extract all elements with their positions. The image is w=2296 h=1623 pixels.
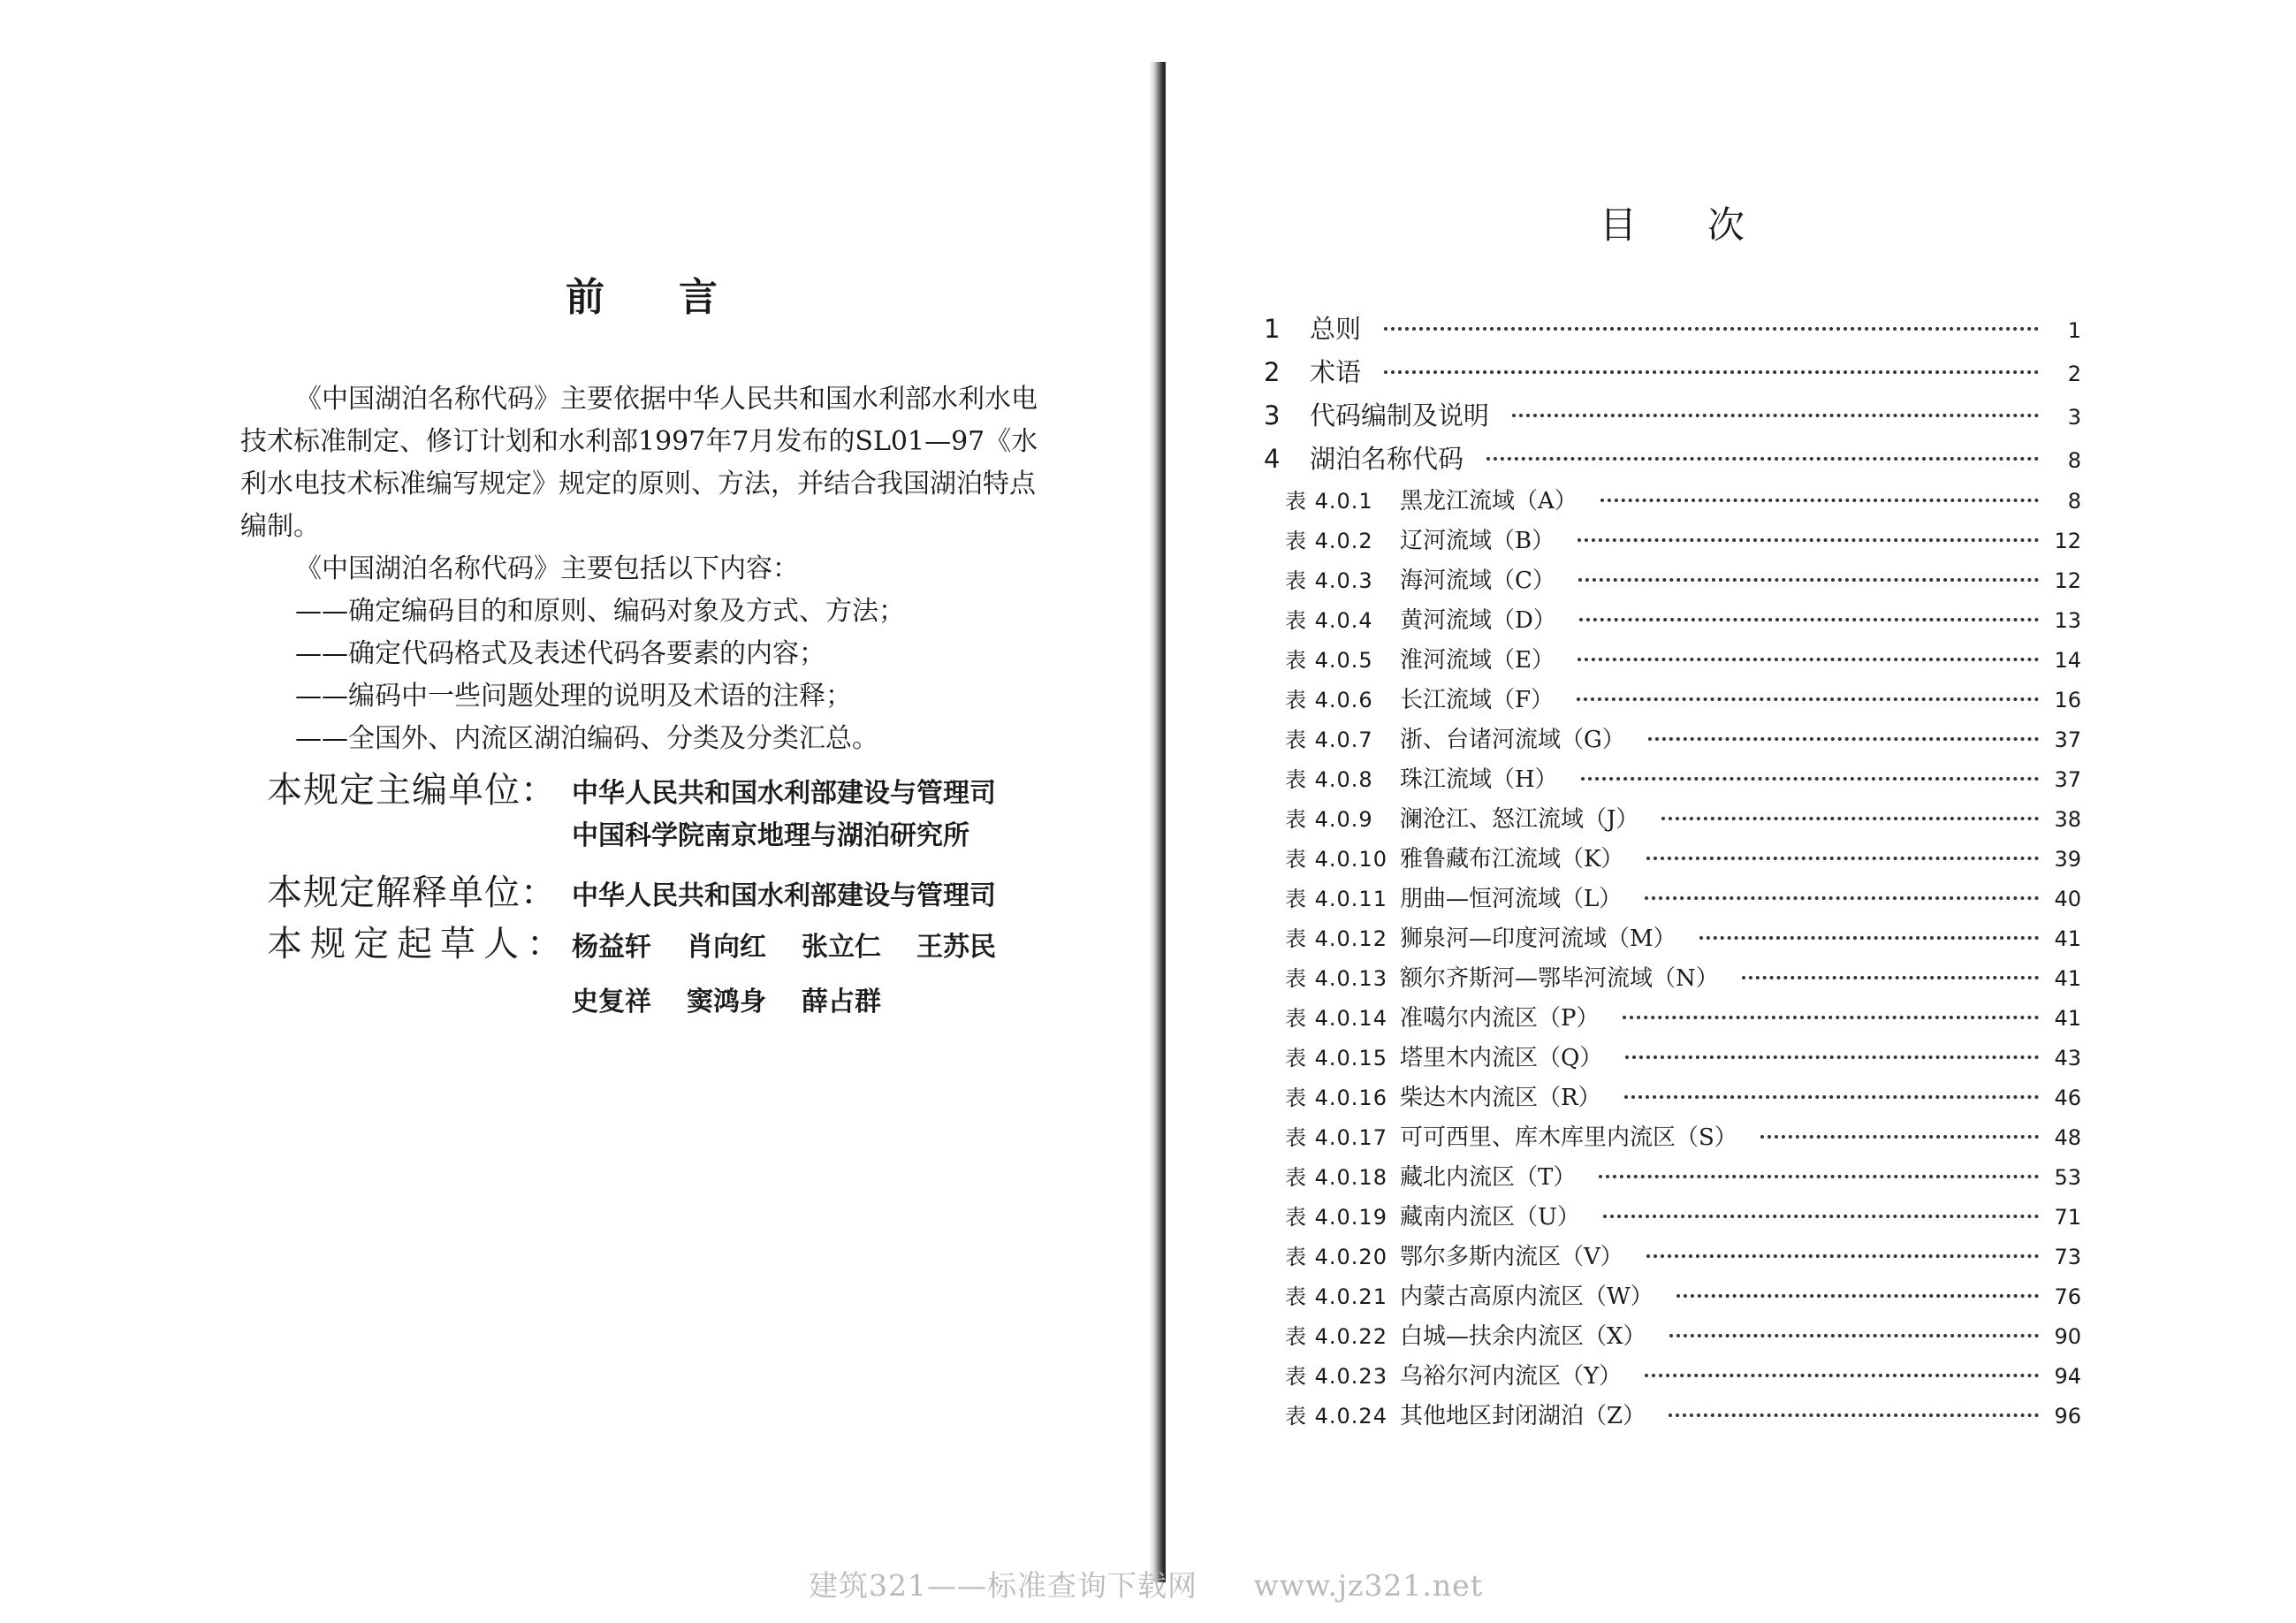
toc-table-entry[interactable] — [1264, 801, 2081, 841]
chief-editor-unit: 中国科学院南京地理与湖泊研究所 — [572, 820, 969, 851]
toc-entry-label: 海河流域（C） — [1400, 568, 1555, 594]
chief-editor-row — [267, 762, 1115, 813]
toc-entry-label: 额尔齐斯河—鄂毕河流域（N） — [1400, 965, 1719, 992]
preface-list-item: ——全国外、内流区湖泊编码、分类及分类汇总。 — [295, 723, 878, 754]
toc-entry-page: 1 — [2067, 318, 2081, 343]
dot-leader — [1384, 370, 2039, 374]
preface-body — [240, 378, 1058, 760]
dot-leader — [1577, 697, 2039, 701]
toc-entry-label: 准噶尔内流区（P） — [1400, 1005, 1600, 1032]
toc-entry-number: 表 4.0.4 — [1285, 608, 1373, 633]
toc-entry-number: 表 4.0.14 — [1285, 1006, 1387, 1031]
toc-entry-label: 澜沧江、怒江流域（J） — [1400, 806, 1639, 833]
toc-entry-label: 鄂尔多斯内流区（V） — [1400, 1244, 1623, 1270]
toc-entry-label: 代码编制及说明 — [1310, 400, 1490, 431]
dot-leader — [1603, 1215, 2039, 1218]
toc-entry-label: 辽河流域（B） — [1400, 528, 1555, 554]
toc-table-entry[interactable] — [1264, 761, 2081, 801]
drafter-name: 王苏民 — [916, 932, 996, 963]
toc-entry-label: 内蒙古高原内流区（W） — [1400, 1284, 1654, 1310]
dot-leader — [1578, 578, 2039, 582]
dot-leader — [1578, 658, 2039, 661]
book-gutter-line — [1163, 62, 1166, 1582]
dot-leader — [1648, 737, 2039, 741]
dot-leader — [1384, 327, 2039, 331]
toc-entry-page: 96 — [2054, 1404, 2081, 1429]
dot-leader — [1600, 499, 2039, 502]
toc-entry[interactable] — [1264, 353, 2081, 396]
dot-leader — [1676, 1294, 2039, 1298]
toc-entry-page: 46 — [2054, 1086, 2081, 1110]
dot-leader — [1645, 896, 2039, 900]
preface-list-item: ——编码中一些问题处理的说明及术语的注释； — [295, 681, 852, 712]
toc-entry-label: 湖泊名称代码 — [1310, 444, 1464, 474]
toc-entry-number: 4 — [1264, 444, 1281, 474]
toc-entry-number: 表 4.0.7 — [1285, 728, 1373, 752]
dot-leader — [1579, 618, 2039, 621]
chief-editor-label: 本规定主编单位： — [267, 770, 557, 811]
toc-entry-page: 41 — [2054, 926, 2081, 951]
toc-entry-page: 13 — [2054, 608, 2081, 633]
toc-entry-number: 表 4.0.12 — [1285, 926, 1387, 951]
toc-entry-number: 3 — [1264, 400, 1281, 431]
toc-entry-label: 雅鲁藏布江流域（K） — [1400, 846, 1624, 872]
dot-leader — [1599, 1175, 2039, 1178]
toc-entry-label: 珠江流域（H） — [1400, 766, 1558, 793]
toc-entry-label: 淮河流域（E） — [1400, 647, 1555, 674]
toc-entry-number: 表 4.0.23 — [1285, 1364, 1387, 1389]
toc-table-entry[interactable] — [1264, 522, 2081, 562]
toc-table-entry[interactable] — [1264, 1358, 2081, 1398]
toc-entry-number: 表 4.0.22 — [1285, 1324, 1387, 1349]
toc-table-entry[interactable] — [1264, 682, 2081, 721]
toc-entry-number: 表 4.0.9 — [1285, 807, 1373, 832]
drafter-name: 窦鸿身 — [687, 987, 766, 1017]
toc-entry-page: 8 — [2067, 489, 2081, 514]
book-spine-shadow — [1149, 62, 1163, 1582]
toc-entry-number: 表 4.0.8 — [1285, 767, 1373, 792]
toc-table-entry[interactable] — [1264, 880, 2081, 920]
toc-entry-label: 白城—扶余内流区（X） — [1400, 1323, 1646, 1350]
drafter-name: 薛占群 — [802, 987, 881, 1017]
toc-entry-label: 术语 — [1310, 357, 1362, 387]
toc-entry-number: 表 4.0.21 — [1285, 1284, 1387, 1309]
toc-entry-label: 长江流域（F） — [1400, 687, 1555, 713]
toc-table-entry[interactable] — [1264, 1278, 2081, 1318]
toc-table-entry[interactable] — [1264, 602, 2081, 642]
toc-entry-number: 1 — [1264, 314, 1281, 344]
toc-table-entry[interactable] — [1264, 1159, 2081, 1199]
toc-table-entry[interactable] — [1264, 642, 2081, 682]
preface-list-item: ——确定代码格式及表述代码各要素的内容； — [295, 638, 825, 669]
toc-entry-label: 乌裕尔河内流区（Y） — [1400, 1363, 1623, 1390]
dot-leader — [1512, 414, 2039, 417]
drafter-name: 史复祥 — [572, 987, 651, 1017]
dot-leader — [1581, 777, 2039, 781]
toc-entry-label: 朋曲—恒河流域（L） — [1400, 886, 1623, 912]
toc-table-entry[interactable] — [1264, 1318, 2081, 1358]
toc-entry-label: 可可西里、库木库里内流区（S） — [1400, 1124, 1737, 1151]
toc-table-entry[interactable] — [1264, 721, 2081, 761]
toc-entry-page: 90 — [2054, 1324, 2081, 1349]
toc-entry-label: 浙、台诸河流域（G） — [1400, 727, 1625, 753]
toc-entry-number: 表 4.0.20 — [1285, 1245, 1387, 1269]
preface-paragraph: 《中国湖泊名称代码》主要包括以下内容： — [295, 553, 799, 584]
toc-entry-page: 41 — [2054, 966, 2081, 991]
dot-leader — [1646, 857, 2039, 860]
toc-entry-number: 表 4.0.15 — [1285, 1046, 1387, 1071]
toc-entry-number: 表 4.0.13 — [1285, 966, 1387, 991]
dot-leader — [1669, 1413, 2039, 1417]
toc-entry-label: 塔里木内流区（Q） — [1400, 1045, 1603, 1071]
toc-entry-number: 表 4.0.16 — [1285, 1086, 1387, 1110]
dot-leader — [1625, 1055, 2039, 1059]
interpreter-label: 本规定解释单位： — [267, 872, 557, 913]
toc-entry-page: 37 — [2054, 767, 2081, 792]
toc-table-entry[interactable] — [1264, 483, 2081, 522]
toc-entry-number: 表 4.0.6 — [1285, 688, 1373, 712]
preface-list-item: ——确定编码目的和原则、编码对象及方式、方法； — [295, 596, 905, 627]
interpreter-row — [267, 865, 1115, 916]
toc-table-entry[interactable] — [1264, 1238, 2081, 1278]
toc-entry-number: 表 4.0.19 — [1285, 1205, 1387, 1230]
toc-entry-label: 黑龙江流域（A） — [1400, 488, 1578, 514]
toc-entry[interactable] — [1264, 309, 2081, 353]
watermark-text: 建筑321——标准查询下载网 — [809, 1568, 1197, 1603]
dot-leader — [1669, 1334, 2039, 1337]
toc-entry-number: 2 — [1264, 357, 1281, 387]
dot-leader — [1646, 1254, 2039, 1258]
toc-entry-number: 表 4.0.3 — [1285, 568, 1373, 593]
dot-leader — [1645, 1374, 2039, 1377]
chief-editor-unit: 中华人民共和国水利部建设与管理司 — [572, 778, 996, 809]
dot-leader — [1742, 976, 2039, 979]
toc-entry[interactable] — [1264, 396, 2081, 439]
toc-table-entry[interactable] — [1264, 1199, 2081, 1238]
toc-table-entry[interactable] — [1264, 920, 2081, 960]
toc-entry-number: 表 4.0.5 — [1285, 648, 1373, 673]
drafter-name: 张立仁 — [802, 932, 881, 963]
toc-entry-page: 38 — [2054, 807, 2081, 832]
toc-entry-page: 41 — [2054, 1006, 2081, 1031]
toc-entry-page: 37 — [2054, 728, 2081, 752]
toc-entry-page: 94 — [2054, 1364, 2081, 1389]
drafters-label: 本规定起草人： — [267, 924, 570, 964]
toc-entry-number: 表 4.0.11 — [1285, 887, 1387, 911]
toc-table-entry[interactable] — [1264, 562, 2081, 602]
toc-entry-number: 表 4.0.2 — [1285, 529, 1373, 553]
toc-entry-page: 8 — [2067, 448, 2081, 473]
toc-entry-page: 40 — [2054, 887, 2081, 911]
watermark — [809, 1563, 1483, 1604]
toc-entry-label: 柴达木内流区（R） — [1400, 1085, 1601, 1111]
dot-leader — [1699, 936, 2039, 940]
toc-table-entry[interactable] — [1264, 1079, 2081, 1119]
drafter-name: 肖向红 — [687, 932, 766, 963]
toc-entry-label: 其他地区封闭湖泊（Z） — [1400, 1403, 1646, 1429]
drafters-list — [572, 925, 1067, 1018]
toc-entry-page: 12 — [2054, 529, 2081, 553]
dot-leader — [1578, 538, 2039, 542]
toc-entry-page: 12 — [2054, 568, 2081, 593]
toc-table-entry[interactable] — [1264, 841, 2081, 880]
toc-entry-page: 53 — [2054, 1165, 2081, 1190]
toc-entry-page: 16 — [2054, 688, 2081, 712]
toc-entry[interactable] — [1264, 439, 2081, 483]
toc-entry-label: 藏北内流区（T） — [1400, 1164, 1577, 1191]
watermark-site: www.jz321.net — [1253, 1568, 1483, 1603]
toc-entry-page: 2 — [2067, 362, 2081, 386]
toc-table-entry[interactable] — [1264, 1040, 2081, 1079]
dot-leader — [1760, 1135, 2039, 1139]
toc-entry-page: 71 — [2054, 1205, 2081, 1230]
toc-entry-label: 藏南内流区（U） — [1400, 1204, 1580, 1231]
toc-entry-page: 73 — [2054, 1245, 2081, 1269]
dot-leader — [1623, 1016, 2040, 1019]
toc-entry-label: 狮泉河—印度河流域（M） — [1400, 926, 1676, 952]
credits-block — [267, 762, 1115, 1018]
drafter-name: 杨益轩 — [572, 932, 651, 963]
toc-entry-page: 43 — [2054, 1046, 2081, 1071]
toc-entry-number: 表 4.0.17 — [1285, 1125, 1387, 1150]
toc-entry-page: 3 — [2067, 405, 2081, 430]
toc-table-entry[interactable] — [1264, 1000, 2081, 1040]
toc-table-entry[interactable] — [1264, 1398, 2081, 1437]
drafters-row — [267, 916, 1115, 1018]
toc-entry-number: 表 4.0.18 — [1285, 1165, 1387, 1190]
preface-paragraph: 《中国湖泊名称代码》主要依据中华人民共和国水利部水利水电技术标准制定、修订计划和水利部1997年7月发布的SL01—97《水利水电技术标准编写规定》规定的原则、方法，并结合我国湖泊特点编制。 — [240, 384, 1038, 542]
toc-entry-page: 39 — [2054, 847, 2081, 872]
table-of-contents — [1264, 309, 2081, 1437]
dot-leader — [1661, 817, 2039, 820]
interpreter-unit: 中华人民共和国水利部建设与管理司 — [572, 880, 996, 911]
toc-table-entry[interactable] — [1264, 960, 2081, 1000]
toc-entry-page: 76 — [2054, 1284, 2081, 1309]
toc-entry-number: 表 4.0.24 — [1285, 1404, 1387, 1429]
toc-entry-number: 表 4.0.1 — [1285, 489, 1373, 514]
toc-entry-number: 表 4.0.10 — [1285, 847, 1387, 872]
toc-entry-page: 48 — [2054, 1125, 2081, 1150]
toc-entry-label: 黄河流域（D） — [1400, 607, 1556, 634]
dot-leader — [1486, 457, 2039, 461]
toc-entry-page: 14 — [2054, 648, 2081, 673]
toc-table-entry[interactable] — [1264, 1119, 2081, 1159]
toc-title: 目次 — [1600, 203, 1816, 247]
toc-entry-label: 总则 — [1310, 314, 1362, 344]
dot-leader — [1624, 1095, 2039, 1099]
preface-title: 前言 — [566, 275, 792, 320]
